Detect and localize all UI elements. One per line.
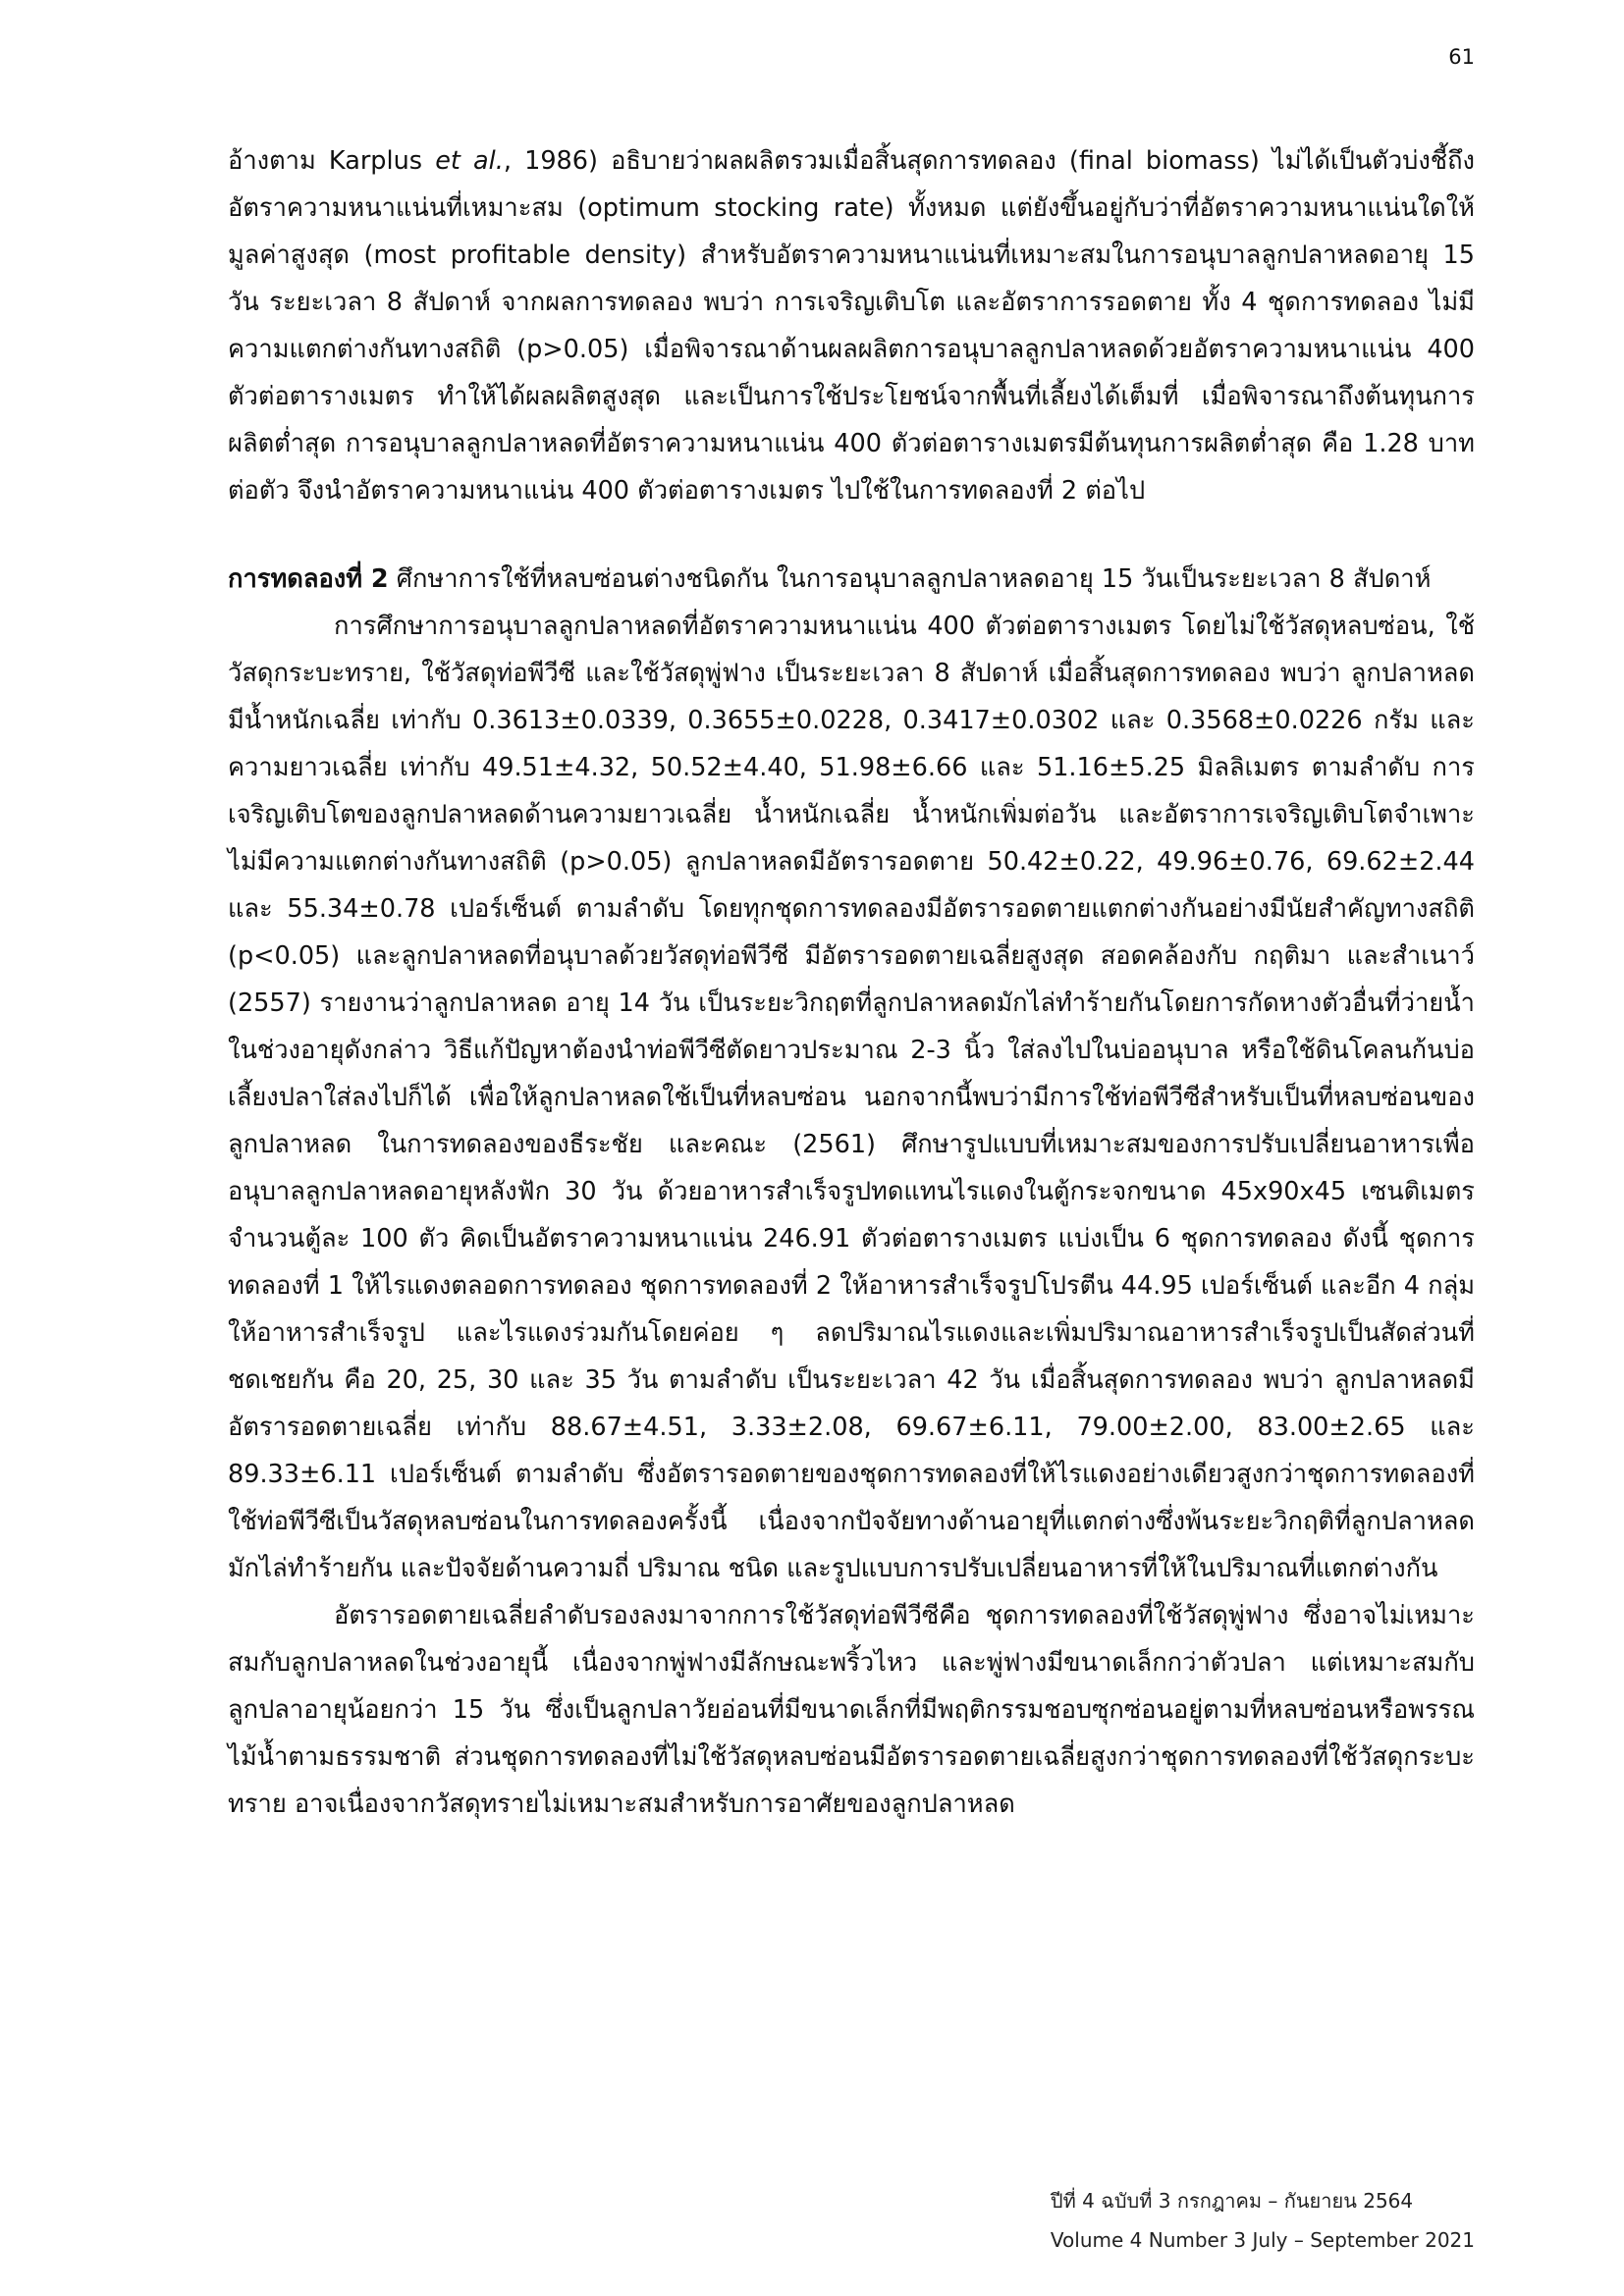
paragraph-text: , 1986) อธิบายว่าผลผลิตรวมเมื่อสิ้นสุดการทดลอง (final biomass) ไม่ได้เป็นตัวบ่งชี้ถึงอัตราความหนาแน่นที่เหมาะสม (optimum stocking rate) ทั้งหมด แต่ยังขึ้นอยู่กับว่าที่อัตราความหนาแน่นใดให้มูลค่าสูงสุด (most profitable density) สำหรับอัตราความหนาแน่นที่เหมาะสมในการอนุบาลลูกปลาหลดอายุ 15 วัน ระยะเวลา 8 สัปดาห์ จากผลการทดลอง พบว่า การเจริญเติบโต และอัตราการรอดตาย ทั้ง 4 ชุดการทดลอง ไม่มีความแตกต่างกันทางสถิติ (p>0.05) เมื่อพิจารณาด้านผลผลิตการอนุบาลลูกปลาหลดด้วยอัตราความหนาแน่น 400 ตัวต่อตารางเมตร ทำให้ได้ผลผลิตสูงสุด และเป็นการใช้ประโยชน์จากพื้นที่เลี้ยงได้เต็มที่ เมื่อพิจารณาถึงต้นทุนการผลิตต่ำสุด การอนุบาลลูกปลาหลดที่อัตราความหนาแน่น 400 ตัวต่อตารางเมตรมีต้นทุนการผลิตต่ำสุด คือ 1.28 บาทต่อตัว จึงนำอัตราความหนาแน่น 400 ตัวต่อตารางเมตร ไปใช้ในการทดลองที่ 2 ต่อไป <box>228 146 1476 506</box>
paragraph: อัตรารอดตายเฉลี่ยลำดับรองลงมาจากการใช้วัสดุท่อพีวีซีคือ ชุดการทดลองที่ใช้วัสดุพู่ฟาง ซึ่งอาจไม่เหมาะสมกับลูกปลาหลดในช่วงอายุนี้ เนื่องจากพู่ฟางมีลักษณะพริ้วไหว และพู่ฟางมีขนาดเล็กกว่าตัวปลา แต่เหมาะสมกับลูกปลาอายุน้อยกว่า 15 วัน ซึ่งเป็นลูกปลาวัยอ่อนที่มีขนาดเล็กที่มีพฤติกรรมชอบซุกซ่อนอยู่ตามที่หลบซ่อนหรือพรรณไม้น้ำตามธรรมชาติ ส่วนชุดการทดลองที่ไม่ใช้วัสดุหลบซ่อนมีอัตรารอดตายเฉลี่ยสูงกว่าชุดการทดลองที่ใช้วัสดุกระบะทราย อาจเนื่องจากวัสดุทรายไม่เหมาะสมสำหรับการอาศัยของลูกปลาหลด <box>228 1601 1475 1819</box>
paragraph-continuation <box>228 137 1475 514</box>
footer-thai: ปีที่ 4 ฉบับที่ 3 กรกฎาคม – กันยายน 2564 <box>1050 2189 1414 2213</box>
paragraph-text: อ้างตาม Karplus <box>228 146 436 176</box>
paragraph: การศึกษาการอนุบาลลูกปลาหลดที่อัตราความหนาแน่น 400 ตัวต่อตารางเมตร โดยไม่ใช้วัสดุหลบซ่อน, ใช้วัสดุกระบะทราย, ใช้วัสดุท่อพีวีซี และใช้วัสดุพู่ฟาง เป็นระยะเวลา 8 สัปดาห์ เมื่อสิ้นสุดการทดลอง พบว่า ลูกปลาหลดมีน้ำหนักเฉลี่ย เท่ากับ 0.3613±0.0339, 0.3655±0.0228, 0.3417±0.0302 และ 0.3568±0.0226 กรัม และความยาวเฉลี่ย เท่ากับ 49.51±4.32, 50.52±4.40, 51.98±6.66 และ 51.16±5.25 มิลลิเมตร ตามลำดับ การเจริญเติบโตของลูกปลาหลดด้านความยาวเฉลี่ย น้ำหนักเฉลี่ย น้ำหนักเพิ่มต่อวัน และอัตราการเจริญเติบโตจำเพาะไม่มีความแตกต่างกันทางสถิติ (p>0.05) ลูกปลาหลดมีอัตรารอดตาย 50.42±0.22, 49.96±0.76, 69.62±2.44 และ 55.34±0.78 เปอร์เซ็นต์ ตามลำดับ โดยทุกชุดการทดลองมีอัตรารอดตายแตกต่างกันอย่างมีนัยสำคัญทางสถิติ (p<0.05) และลูกปลาหลดที่อนุบาลด้วยวัสดุท่อพีวีซี มีอัตรารอดตายเฉลี่ยสูงสุด สอดคล้องกับ กฤติมา และสำเนาว์ (2557) รายงานว่าลูกปลาหลด อายุ 14 วัน เป็นระยะวิกฤตที่ลูกปลาหลดมักไล่ทำร้ายกันโดยการกัดหางตัวอื่นที่ว่ายน้ำในช่วงอายุดังกล่าว วิธีแก้ปัญหาต้องนำท่อพีวีซีตัดยาวประมาณ 2-3 นิ้ว ใส่ลงไปในบ่ออนุบาล หรือใช้ดินโคลนก้นบ่อเลี้ยงปลาใส่ลงไปก็ได้ เพื่อให้ลูกปลาหลดใช้เป็นที่หลบซ่อน นอกจากนี้พบว่ามีการใช้ท่อพีวีซีสำหรับเป็นที่หลบซ่อนของลูกปลาหลด ในการทดลองของธีระชัย และคณะ (2561) ศึกษารูปแบบที่เหมาะสมของการปรับเปลี่ยนอาหารเพื่ออนุบาลลูกปลาหลดอายุหลังฟัก 30 วัน ด้วยอาหารสำเร็จรูปทดแทนไรแดงในตู้กระจกขนาด 45x90x45 เซนติเมตร จำนวนตู้ละ 100 ตัว คิดเป็นอัตราความหนาแน่น 246.91 ตัวต่อตารางเมตร แบ่งเป็น 6 ชุดการทดลอง ดังนี้ ชุดการทดลองที่ 1 ให้ไรแดงตลอดการทดลอง ชุดการทดลองที่ 2 ให้อาหารสำเร็จรูปโปรตีน 44.95 เปอร์เซ็นต์ และอีก 4 กลุ่ม ให้อาหารสำเร็จรูป และไรแดงร่วมกันโดยค่อย ๆ ลดปริมาณไรแดงและเพิ่มปริมาณอาหารสำเร็จรูปเป็นสัดส่วนที่ชดเชยกัน คือ 20, 25, 30 และ 35 วัน ตามลำดับ เป็นระยะเวลา 42 วัน เมื่อสิ้นสุดการทดลอง พบว่า ลูกปลาหลดมีอัตรารอดตายเฉลี่ย เท่ากับ 88.67±4.51, 3.33±2.08, 69.67±6.11, 79.00±2.00, 83.00±2.65 และ 89.33±6.11 เปอร์เซ็นต์ ตามลำดับ ซึ่งอัตรารอดตายของชุดการทดลองที่ให้ไรแดงอย่างเดียวสูงกว่าชุดการทดลองที่ใช้ท่อพีวีซีเป็นวัสดุหลบซ่อนในการทดลองครั้งนี้ เนื่องจากปัจจัยทางด้านอายุที่แตกต่างซึ่งพ้นระยะวิกฤติที่ลูกปลาหลดมักไล่ทำร้ายกัน และปัจจัยด้านความถี่ ปริมาณ ชนิด และรูปแบบการปรับเปลี่ยนอาหารที่ให้ในปริมาณที่แตกต่างกัน <box>228 612 1475 1583</box>
footer-english: Volume 4 Number 3 July – September 2021 <box>1050 2228 1475 2252</box>
italic-text: et al. <box>435 146 504 176</box>
body-text <box>228 137 1475 1828</box>
page-number: 61 <box>1448 45 1475 69</box>
footer <box>1051 2181 1475 2260</box>
heading-text: ศึกษาการใช้ที่หลบซ่อนต่างชนิดกัน ในการอนุบาลลูกปลาหลดอายุ 15 วันเป็นระยะเวลา 8 สัปดาห์ <box>388 564 1432 594</box>
section-heading <box>228 556 1475 603</box>
heading-label: การทดลองที่ 2 <box>228 564 389 594</box>
